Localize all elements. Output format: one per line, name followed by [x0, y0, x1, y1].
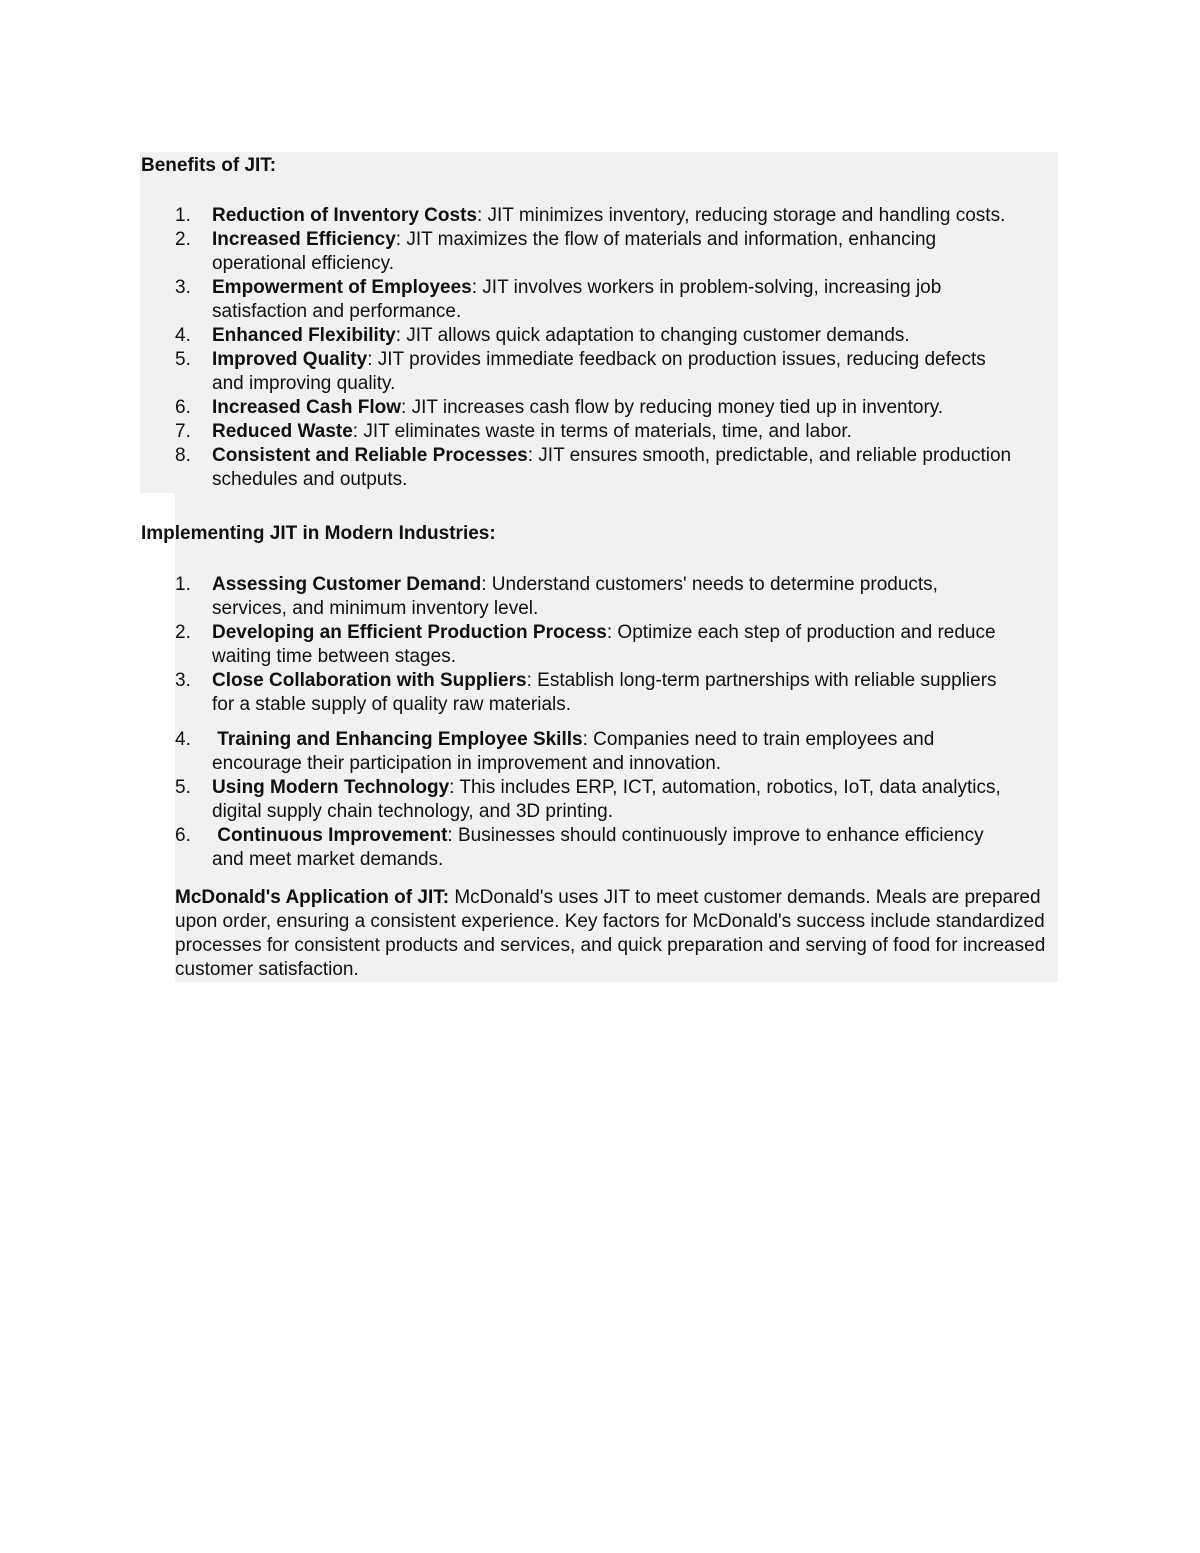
mcdonalds-label: McDonald's Application of JIT:: [175, 887, 450, 908]
list-item: 3. Close Collaboration with Suppliers: Establish long-term partnerships with reliable suppliers for a stable supply of quality raw materials.: [175, 670, 997, 715]
list-item: 6. Continuous Improvement: Businesses should continuously improve to enhance efficiency and meet market demands.: [175, 825, 984, 870]
list-item: 8. Consistent and Reliable Processes: JIT ensures smooth, predictable, and reliable production schedules and outputs.: [175, 445, 1012, 490]
implementing-heading: Implementing JIT in Modern Industries:: [141, 523, 496, 544]
benefits-list: [175, 204, 1065, 492]
list-item: 1. Assessing Customer Demand: Understand customers' needs to determine products, services, and minimum inventory level.: [175, 574, 938, 619]
list-item: 4. Training and Enhancing Employee Skills: Companies need to train employees and encourage their participation in improvement and innovation.: [175, 729, 935, 774]
list-item: 6. Increased Cash Flow: JIT increases cash flow by reducing money tied up in inventory.: [175, 397, 944, 418]
list-item: 1. Reduction of Inventory Costs: JIT minimizes inventory, reducing storage and handling costs.: [175, 205, 1006, 226]
list-item: 2. Increased Efficiency: JIT maximizes the flow of materials and information, enhancing operational efficiency.: [175, 229, 937, 274]
benefits-heading: Benefits of JIT:: [141, 155, 277, 176]
implementing-list: [175, 573, 1065, 872]
list-item: 5. Using Modern Technology: This includes ERP, ICT, automation, robotics, IoT, data analytics, digital supply chain technology, and 3D printing.: [175, 777, 1001, 822]
mcdonalds-text: McDonald's uses JIT to meet customer demands. Meals are prepared upon order, ensuring a consistent experience. Key factors for McDonald's success include standardized processes for consistent products and services, and quick preparation and serving of food for increased customer satisfaction.: [175, 887, 1046, 980]
list-item: 5. Improved Quality: JIT provides immediate feedback on production issues, reducing defects and improving quality.: [175, 349, 986, 394]
list-item: 2. Developing an Efficient Production Process: Optimize each step of production and reduce waiting time between stages.: [175, 622, 996, 667]
list-item: 4. Enhanced Flexibility: JIT allows quick adaptation to changing customer demands.: [175, 325, 910, 346]
list-item: 7. Reduced Waste: JIT eliminates waste in terms of materials, time, and labor.: [175, 421, 852, 442]
list-item: 3. Empowerment of Employees: JIT involves workers in problem-solving, increasing job satisfaction and performance.: [175, 277, 942, 322]
mcdonalds-paragraph: [175, 886, 1060, 982]
